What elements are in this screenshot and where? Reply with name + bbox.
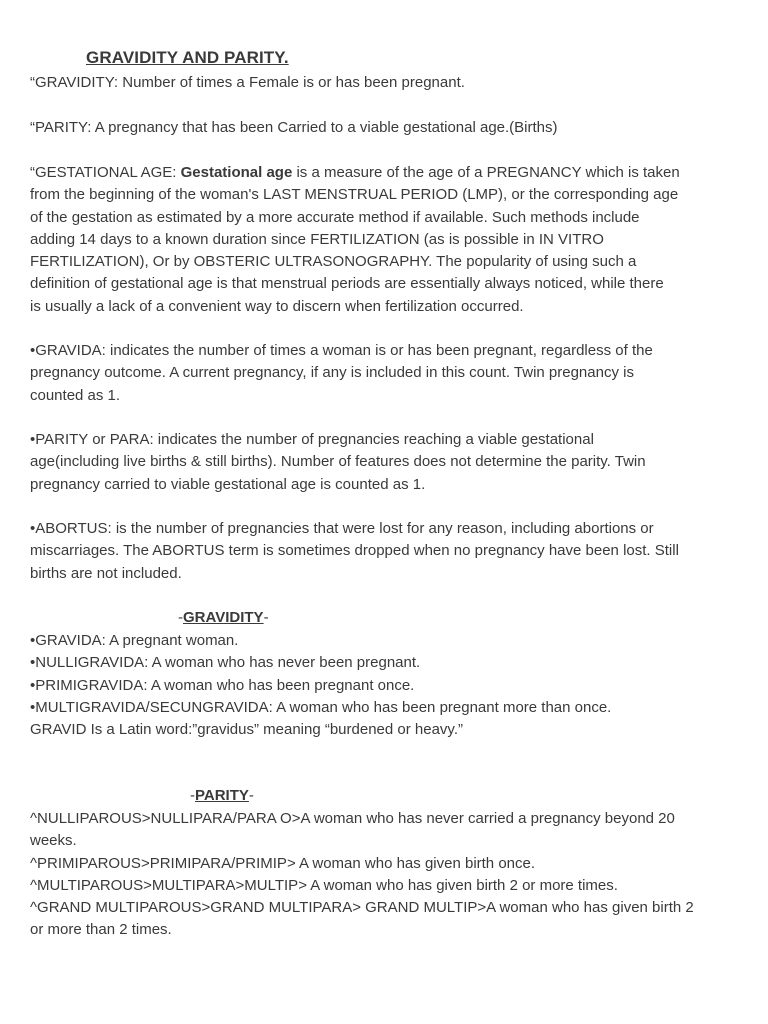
list-item: or more than 2 times. — [30, 921, 172, 939]
parity-definition-text: “PARITY: A pregnancy that has been Carried to a viable gestational age.(Births) — [30, 119, 558, 136]
gravida-line: pregnancy outcome. A current pregnancy, if any is included in this count. Twin pregnancy is — [30, 364, 634, 382]
parity-line: age(including live births & still births). Number of features does not determine the parity. Twin — [30, 453, 646, 471]
heading-dash: - — [263, 609, 269, 626]
gestational-line-1 — [30, 162, 740, 184]
gravidity-section-heading — [178, 607, 269, 629]
parity-heading-text: PARITY — [195, 787, 249, 804]
list-item: ^NULLIPAROUS>NULLIPARA/PARA O>A woman who has never carried a pregnancy beyond 20 — [30, 810, 675, 827]
abortus-line: •ABORTUS: is the number of pregnancies that were lost for any reason, including abortions or — [30, 520, 654, 537]
gravidity-definition — [30, 72, 740, 94]
gravida-line: •GRAVIDA: indicates the number of times a woman is or has been pregnant, regardless of the — [30, 342, 653, 359]
gestational-line: of the gestation as estimated by a more accurate method if available. Such methods include — [30, 208, 640, 226]
list-item: •NULLIGRAVIDA: A woman who has never been pregnant. — [30, 654, 421, 672]
list-item: ^GRAND MULTIPAROUS>GRAND MULTIPARA> GRAND MULTIP>A woman who has given birth 2 — [30, 899, 694, 917]
heading-dash: - — [178, 609, 183, 626]
list-item: ^MULTIPAROUS>MULTIPARA>MULTIP> A woman who has given birth 2 or more times. — [30, 876, 618, 894]
gravidity-list — [30, 630, 740, 741]
list-item: weeks. — [30, 832, 77, 850]
gestational-line: is usually a lack of a convenient way to discern when fertilization occurred. — [30, 297, 524, 315]
gestational-prefix: “GESTATIONAL AGE: — [30, 164, 181, 181]
parity-section-heading — [190, 785, 254, 807]
heading-dash: - — [248, 787, 254, 804]
gravidity-definition-text: “GRAVIDITY: Number of times a Female is or has been pregnant. — [30, 74, 465, 91]
gravida-line: counted as 1. — [30, 386, 121, 404]
gestational-age-paragraph — [30, 162, 740, 318]
list-item: GRAVID Is a Latin word:”gravidus” meaning “burdened or heavy.” — [30, 721, 463, 739]
gestational-bold-term: Gestational age — [180, 164, 293, 181]
list-item: ^PRIMIPAROUS>PRIMIPARA/PRIMIP> A woman who has given birth once. — [30, 854, 536, 872]
list-item: •GRAVIDA: A pregnant woman. — [30, 632, 239, 649]
parity-list — [30, 808, 740, 942]
list-item: •MULTIGRAVIDA/SECUNGRAVIDA: A woman who has been pregnant more than once. — [30, 698, 612, 716]
abortus-line: births are not included. — [30, 564, 182, 582]
parity-definition — [30, 117, 740, 139]
abortus-line: miscarriages. The ABORTUS term is sometimes dropped when no pregnancy have been lost. Still — [30, 542, 679, 560]
parity-line: •PARITY or PARA: indicates the number of pregnancies reaching a viable gestational — [30, 431, 594, 448]
gravidity-heading-text: GRAVIDITY — [183, 609, 264, 626]
parity-paragraph — [30, 429, 740, 496]
gestational-line: definition of gestational age is that menstrual periods are essentially always noticed, while there — [30, 275, 664, 293]
abortus-paragraph — [30, 518, 740, 585]
gravida-paragraph — [30, 340, 740, 407]
list-item: •PRIMIGRAVIDA: A woman who has been pregnant once. — [30, 676, 415, 694]
gestational-line: adding 14 days to a known duration since FERTILIZATION (as is possible in IN VITRO — [30, 230, 604, 248]
gestational-line1-rest: is a measure of the age of a PREGNANCY which is taken — [292, 164, 680, 181]
gestational-line: FERTILIZATION), Or by OBSTERIC ULTRASONOGRAPHY. The popularity of using such a — [30, 253, 637, 271]
page-title: GRAVIDITY AND PARITY. — [86, 48, 289, 67]
parity-line: pregnancy carried to viable gestational age is counted as 1. — [30, 475, 426, 493]
gestational-line: from the beginning of the woman's LAST MENSTRUAL PERIOD (LMP), or the corresponding age — [30, 186, 679, 204]
heading-dash: - — [190, 787, 195, 804]
